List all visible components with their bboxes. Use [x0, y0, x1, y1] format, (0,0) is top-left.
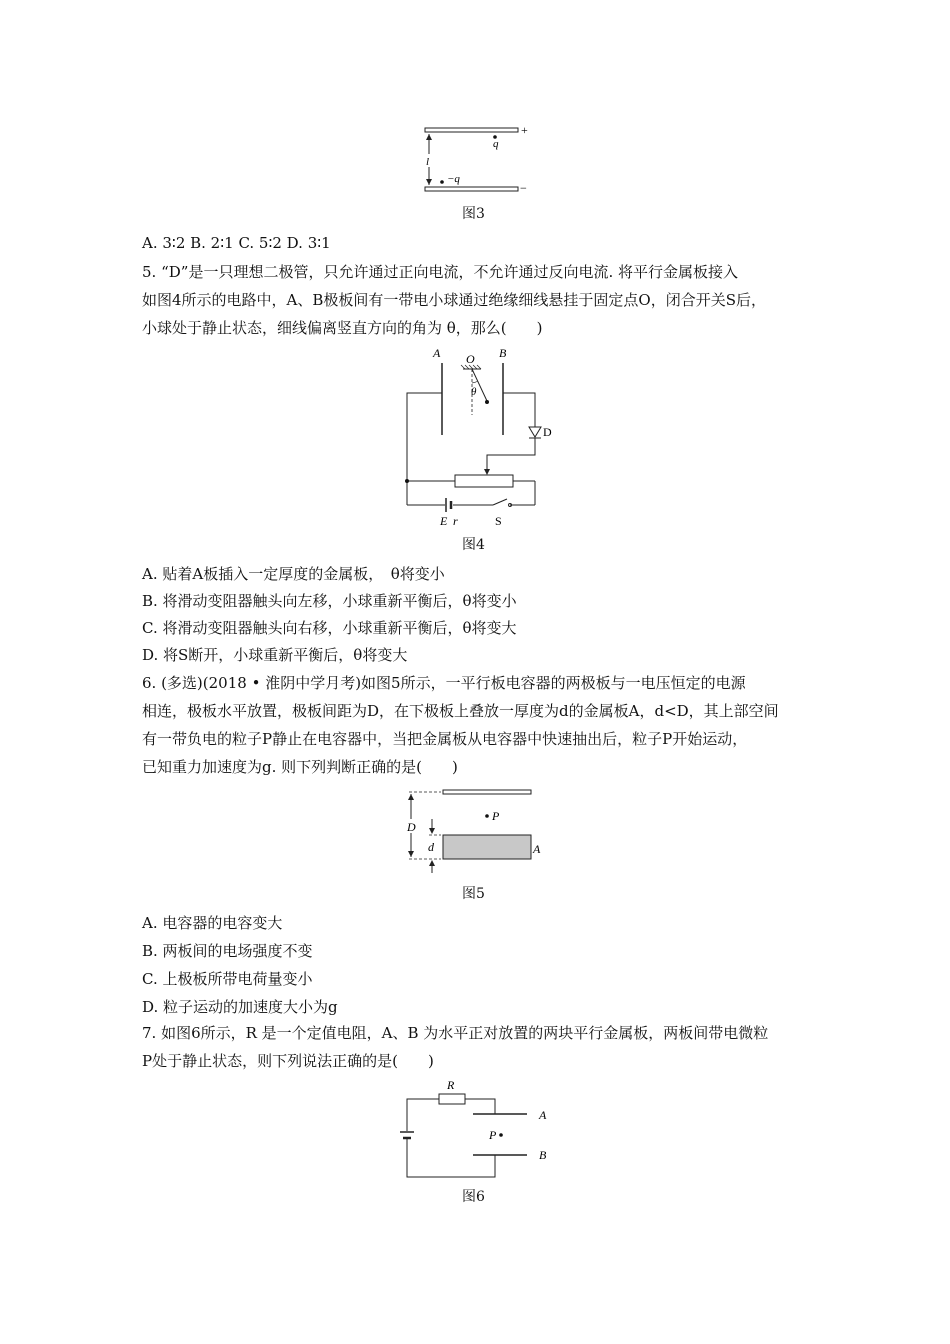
fig4-O-label: O: [466, 352, 475, 366]
q5-option-b: B. 将滑动变阻器触头向左移，小球重新平衡后，θ将变小: [142, 592, 517, 610]
q5-option-c: C. 将滑动变阻器触头向右移，小球重新平衡后，θ将变大: [142, 619, 517, 637]
figure-3-caption: 图3: [462, 206, 485, 222]
fig4-A-label: A: [433, 346, 441, 360]
fig5-D-label: D: [407, 820, 416, 834]
figure-5: [395, 783, 555, 878]
fig6-A-label: A: [539, 1108, 547, 1122]
fig6-R-label: R: [447, 1078, 455, 1092]
figure-3-diagram: [410, 122, 540, 197]
fig4-r-label: r: [453, 514, 458, 528]
q6-option-c: C. 上极板所带电荷量变小: [142, 970, 313, 988]
figure-6-circuit: [395, 1077, 565, 1182]
figure-5-caption: 图5: [462, 886, 485, 902]
figure-6-caption: 图6: [462, 1189, 485, 1205]
fig4-theta-label: θ: [471, 386, 477, 398]
fig4-D-label: D: [543, 425, 552, 439]
q5-text-line-1: 5. “D”是一只理想二极管，只允许通过正向电流，不允许通过反向电流. 将平行金属板接入: [142, 263, 738, 281]
q5-option-d: D. 将S断开，小球重新平衡后，θ将变大: [142, 646, 408, 664]
fig3-minus-label: −: [520, 181, 527, 195]
fig6-B-label: B: [539, 1148, 547, 1162]
q6-option-d: D. 粒子运动的加速度大小为g: [142, 998, 338, 1016]
figure-4: [395, 345, 575, 530]
fig6-P-label: P: [489, 1128, 497, 1142]
q7-text-line-2: P处于静止状态，则下列说法正确的是( ): [142, 1052, 434, 1070]
fig3-neg-q-label: −q: [447, 173, 460, 185]
q5-text-line-3: 小球处于静止状态，细线偏离竖直方向的角为 θ，那么( ): [142, 319, 543, 337]
q5-text-line-2: 如图4所示的电路中，A、B极板间有一带电小球通过绝缘细线悬挂于固定点O，闭合开关S后，: [142, 291, 766, 309]
figure-5-diagram: [395, 783, 555, 878]
q6-text-line-4: 已知重力加速度为g. 则下列判断正确的是( ): [142, 758, 458, 776]
figure-4-caption: 图4: [462, 537, 485, 553]
q6-text-line-3: 有一带负电的粒子P静止在电容器中，当把金属板从电容器中快速抽出后，粒子P开始运动，: [142, 730, 748, 748]
fig3-l-label: l: [426, 156, 430, 168]
figure-3: [410, 122, 540, 197]
fig4-S-label: S: [495, 514, 502, 528]
fig5-d-label: d: [428, 840, 434, 854]
fig4-B-label: B: [499, 346, 507, 360]
figure-4-circuit: [395, 345, 575, 530]
fig5-A-label: A: [533, 842, 541, 856]
q6-text-line-2: 相连，极板水平放置，极板间距为D，在下极板上叠放一厚度为d的金属板A，d<D，其上部空间: [142, 702, 779, 720]
q7-text-line-1: 7. 如图6所示，R 是一个定值电阻，A、B 为水平正对放置的两块平行金属板，两板间带电微粒: [142, 1024, 769, 1042]
fig5-P-label: P: [492, 809, 500, 823]
q6-text-line-1: 6. (多选)(2018 • 淮阴中学月考)如图5所示，一平行板电容器的两极板与一电压恒定的电源: [142, 674, 746, 692]
fig3-q-label: q: [493, 138, 499, 150]
q6-option-b: B. 两板间的电场强度不变: [142, 942, 313, 960]
q4-options: A. 3∶2 B. 2∶1 C. 5∶2 D. 3∶1: [142, 234, 331, 252]
figure-6: [395, 1077, 565, 1182]
q6-option-a: A. 电容器的电容变大: [142, 914, 283, 932]
fig3-plus-label: +: [521, 123, 528, 137]
q5-option-a: A. 贴着A板插入一定厚度的金属板， θ将变小: [142, 565, 445, 583]
fig4-E-label: E: [440, 514, 448, 528]
